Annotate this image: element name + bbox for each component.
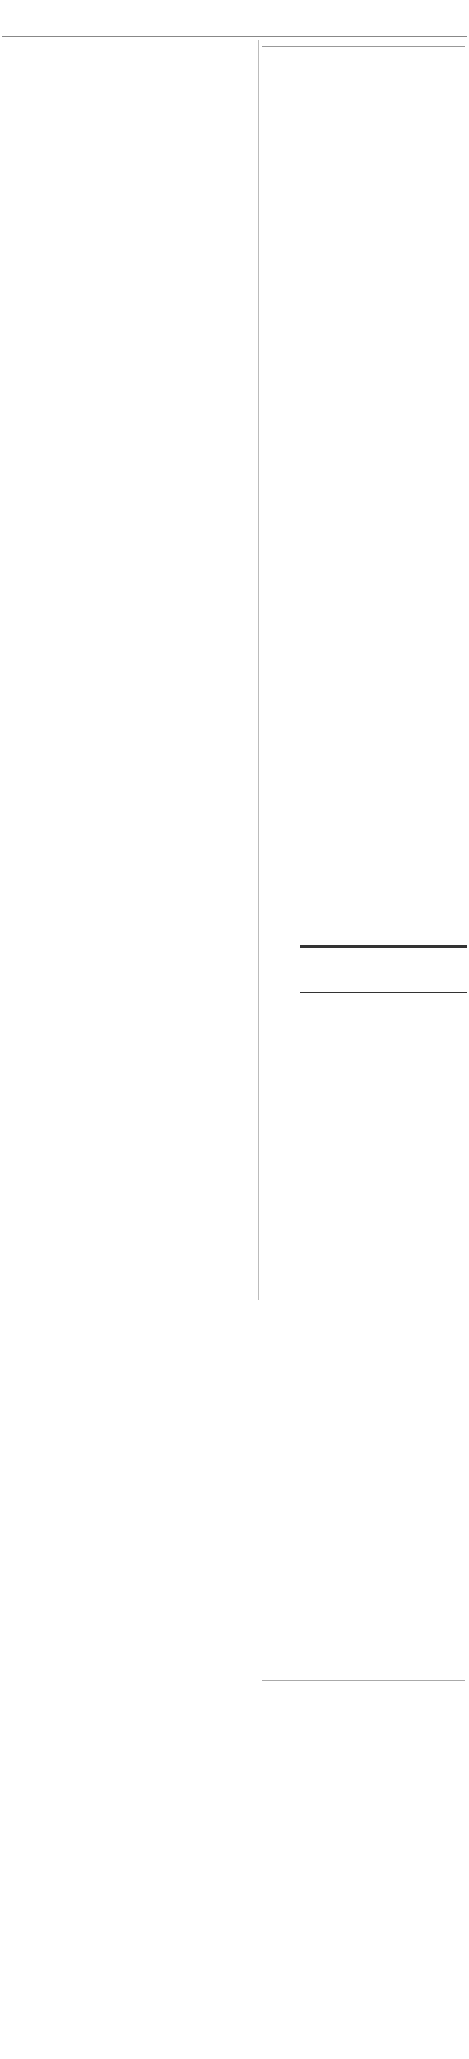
- section-label: [300, 945, 467, 993]
- lower-article-b: [262, 1690, 465, 2050]
- left-column: [4, 40, 259, 1300]
- divider: [262, 46, 465, 47]
- article-divider: [262, 1680, 465, 1681]
- article-headline: [2, 2, 467, 37]
- lower-article-a: [262, 1000, 465, 1330]
- right-column: [262, 40, 465, 940]
